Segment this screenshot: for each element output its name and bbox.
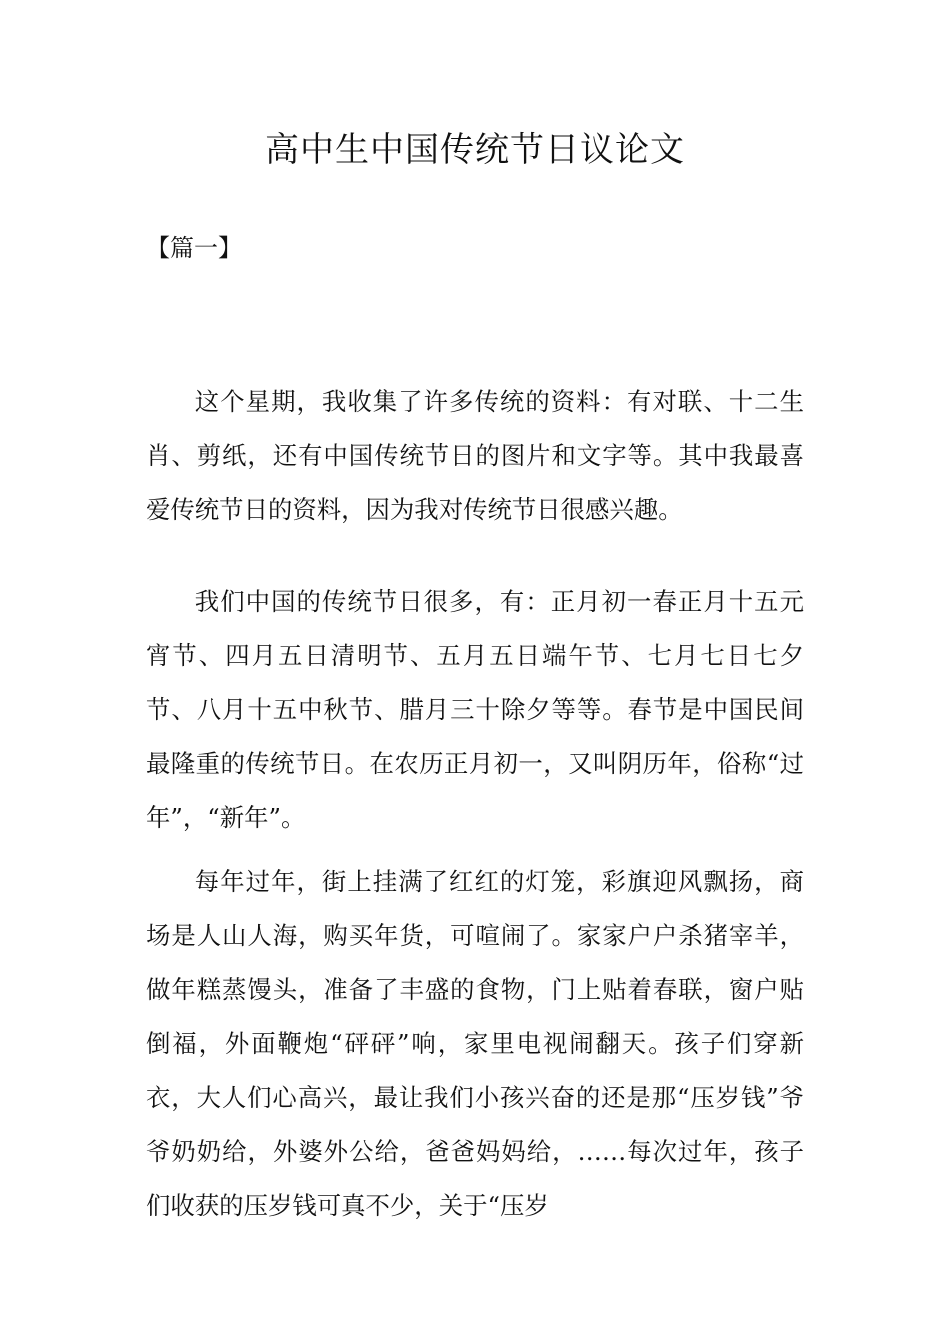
paragraph-1: 这个星期，我收集了许多传统的资料：有对联、十二生肖、剪纸，还有中国传统节日的图片和文字等。其中我最喜爱传统节日的资料，因为我对传统节日很感兴趣。 [146,387,804,524]
document-title: 高中生中国传统节日议论文 [265,130,685,170]
paragraph-3: 每年过年，街上挂满了红红的灯笼，彩旗迎风飘扬，商场是人山人海，购买年货，可喧闹了。家家户户杀猪宰羊，做年糕蒸馒头，准备了丰盛的食物，门上贴着春联，窗户贴倒福，外面鞭炮“砰砰”响，家里电视闹翻天。孩子们穿新衣，大人们心高兴，最让我们小孩兴奋的还是那“压岁钱”爷爷奶奶给，外婆外公给，爸爸妈妈给，……每次过年，孩子们收获的压岁钱可真不少，关于“压岁 [146,867,804,1220]
paragraph-2: 我们中国的传统节日很多，有：正月初一春正月十五元宵节、四月五日清明节、五月五日端午节、七月七日七夕节、八月十五中秋节、腊月三十除夕等等。春节是中国民间最隆重的传统节日。在农历正月初一，又叫阴历年，俗称“过年”，“新年”。 [146,587,804,832]
section-label: 【篇一】 [146,234,242,262]
